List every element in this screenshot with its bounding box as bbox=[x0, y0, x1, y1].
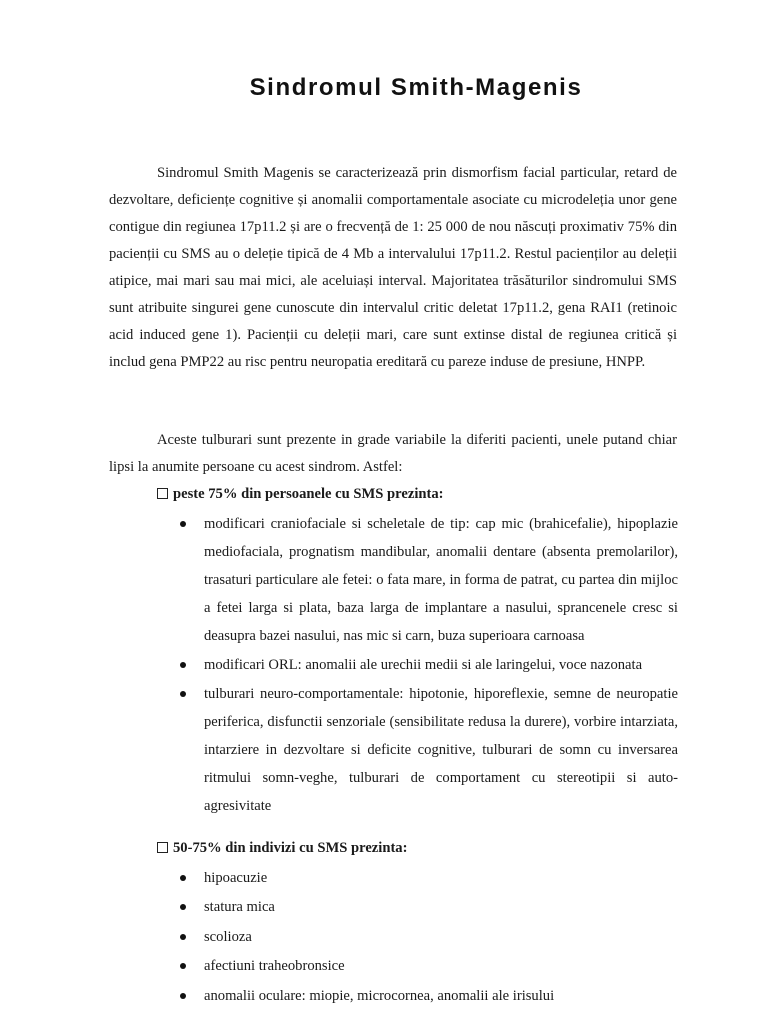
list-item-text: scolioza bbox=[204, 928, 252, 945]
checkbox-square-icon bbox=[157, 488, 168, 499]
list-item-text: hipoacuzie bbox=[204, 870, 268, 886]
bullet-list-over-75 bbox=[178, 510, 678, 821]
section-heading-50-75 bbox=[157, 835, 407, 862]
document-title: Sindromul Smith-Magenis bbox=[249, 74, 583, 101]
list-item bbox=[178, 680, 678, 820]
intro-paragraph: Sindromul Smith Magenis se caracterizează prin dismorfism facial particular, retard de dezvoltare, deficiențe cognitive și anomalii comportamentale asociate cu microdeleția unor gene contigue din regiunea 17p11.2 și are o frecvență de 1: 25 000 de nou născuți proximativ 75% din pacienții cu SMS au o deleție tipică de 4 Mb a intervalului 17p11.2. Restul pacienților au deleții atipice, mai mari sau mai mici, ale aceluiași interval. Majoritatea trăsăturilor sindromului SMS sunt atribuite singurei gene cunoscute din intervalul critic deletat 17p11.2, gena RAI1 (retinoic acid induced gene 1). Pacienții cu deleții mari, care sunt extinse distal de regiunea critică și includ gena PMP22 au risc pentru neuropatia ereditară cu pareze induse de presiune, HNPP. bbox=[109, 165, 677, 370]
bullet-dot-icon bbox=[180, 963, 186, 969]
section-heading-over-75 bbox=[157, 481, 444, 508]
list-item bbox=[178, 923, 678, 951]
bullet-dot-icon bbox=[180, 904, 186, 910]
list-item-text: anomalii oculare: miopie, microcornea, anomalii ale irisului bbox=[204, 987, 555, 1004]
list-item bbox=[178, 864, 678, 892]
symptoms-intro-paragraph: Aceste tulburari sunt prezente in grade variabile la diferiti pacienti, unele putand chiar lipsi la anumite persoane cu acest sindrom. Astfel: bbox=[109, 432, 677, 475]
list-item bbox=[178, 952, 678, 980]
bullet-dot-icon bbox=[180, 934, 186, 940]
bullet-dot-icon bbox=[180, 875, 186, 881]
bullet-dot-icon bbox=[180, 993, 186, 999]
section-heading-text: 50-75% din indivizi cu SMS prezinta: bbox=[173, 840, 408, 856]
list-item-text: statura mica bbox=[204, 899, 275, 916]
bullet-dot-icon bbox=[180, 662, 186, 668]
list-item bbox=[178, 893, 678, 921]
checkbox-square-icon bbox=[157, 842, 168, 853]
list-item bbox=[178, 651, 678, 679]
list-item-text: tulburari neuro-comportamentale: hipotonie, hiporeflexie, semne de neuropatie periferica, disfunctii senzoriale (sensibilitate redusa la durere), vorbire intarziata, intarziere in dezvoltare si deficite cognitive, tulburari de somn cu inversarea ritmului somn-veghe, tulburari de comportament cu stereotipii si auto-agresivitate bbox=[204, 686, 678, 814]
bullet-dot-icon bbox=[180, 521, 186, 527]
list-item-text: modificari craniofaciale si scheletale de tip: cap mic (brahicefalie), hipoplazie mediofaciala, prognatism mandibular, anomalii dentare (absenta premolarilor), trasaturi particulare ale fetei: o fata mare, in forma de patrat, cu partea din mijloc a fetei larga si plata, baza larga de implantare a nasului, sprancenele cresc si deasupra bazei nasului, nas mic si carn, buza superioara carnoasa bbox=[204, 516, 678, 644]
section-heading-text: peste 75% din persoanele cu SMS prezinta: bbox=[173, 486, 444, 502]
list-item-text: modificari ORL: anomalii ale urechii medii si ale laringelui, voce nazonata bbox=[204, 657, 643, 673]
bullet-list-50-75 bbox=[178, 864, 678, 1011]
bullet-dot-icon bbox=[180, 691, 186, 697]
list-item bbox=[178, 982, 678, 1010]
list-item bbox=[178, 510, 678, 650]
list-item-text: afectiuni traheobronsice bbox=[204, 958, 345, 975]
